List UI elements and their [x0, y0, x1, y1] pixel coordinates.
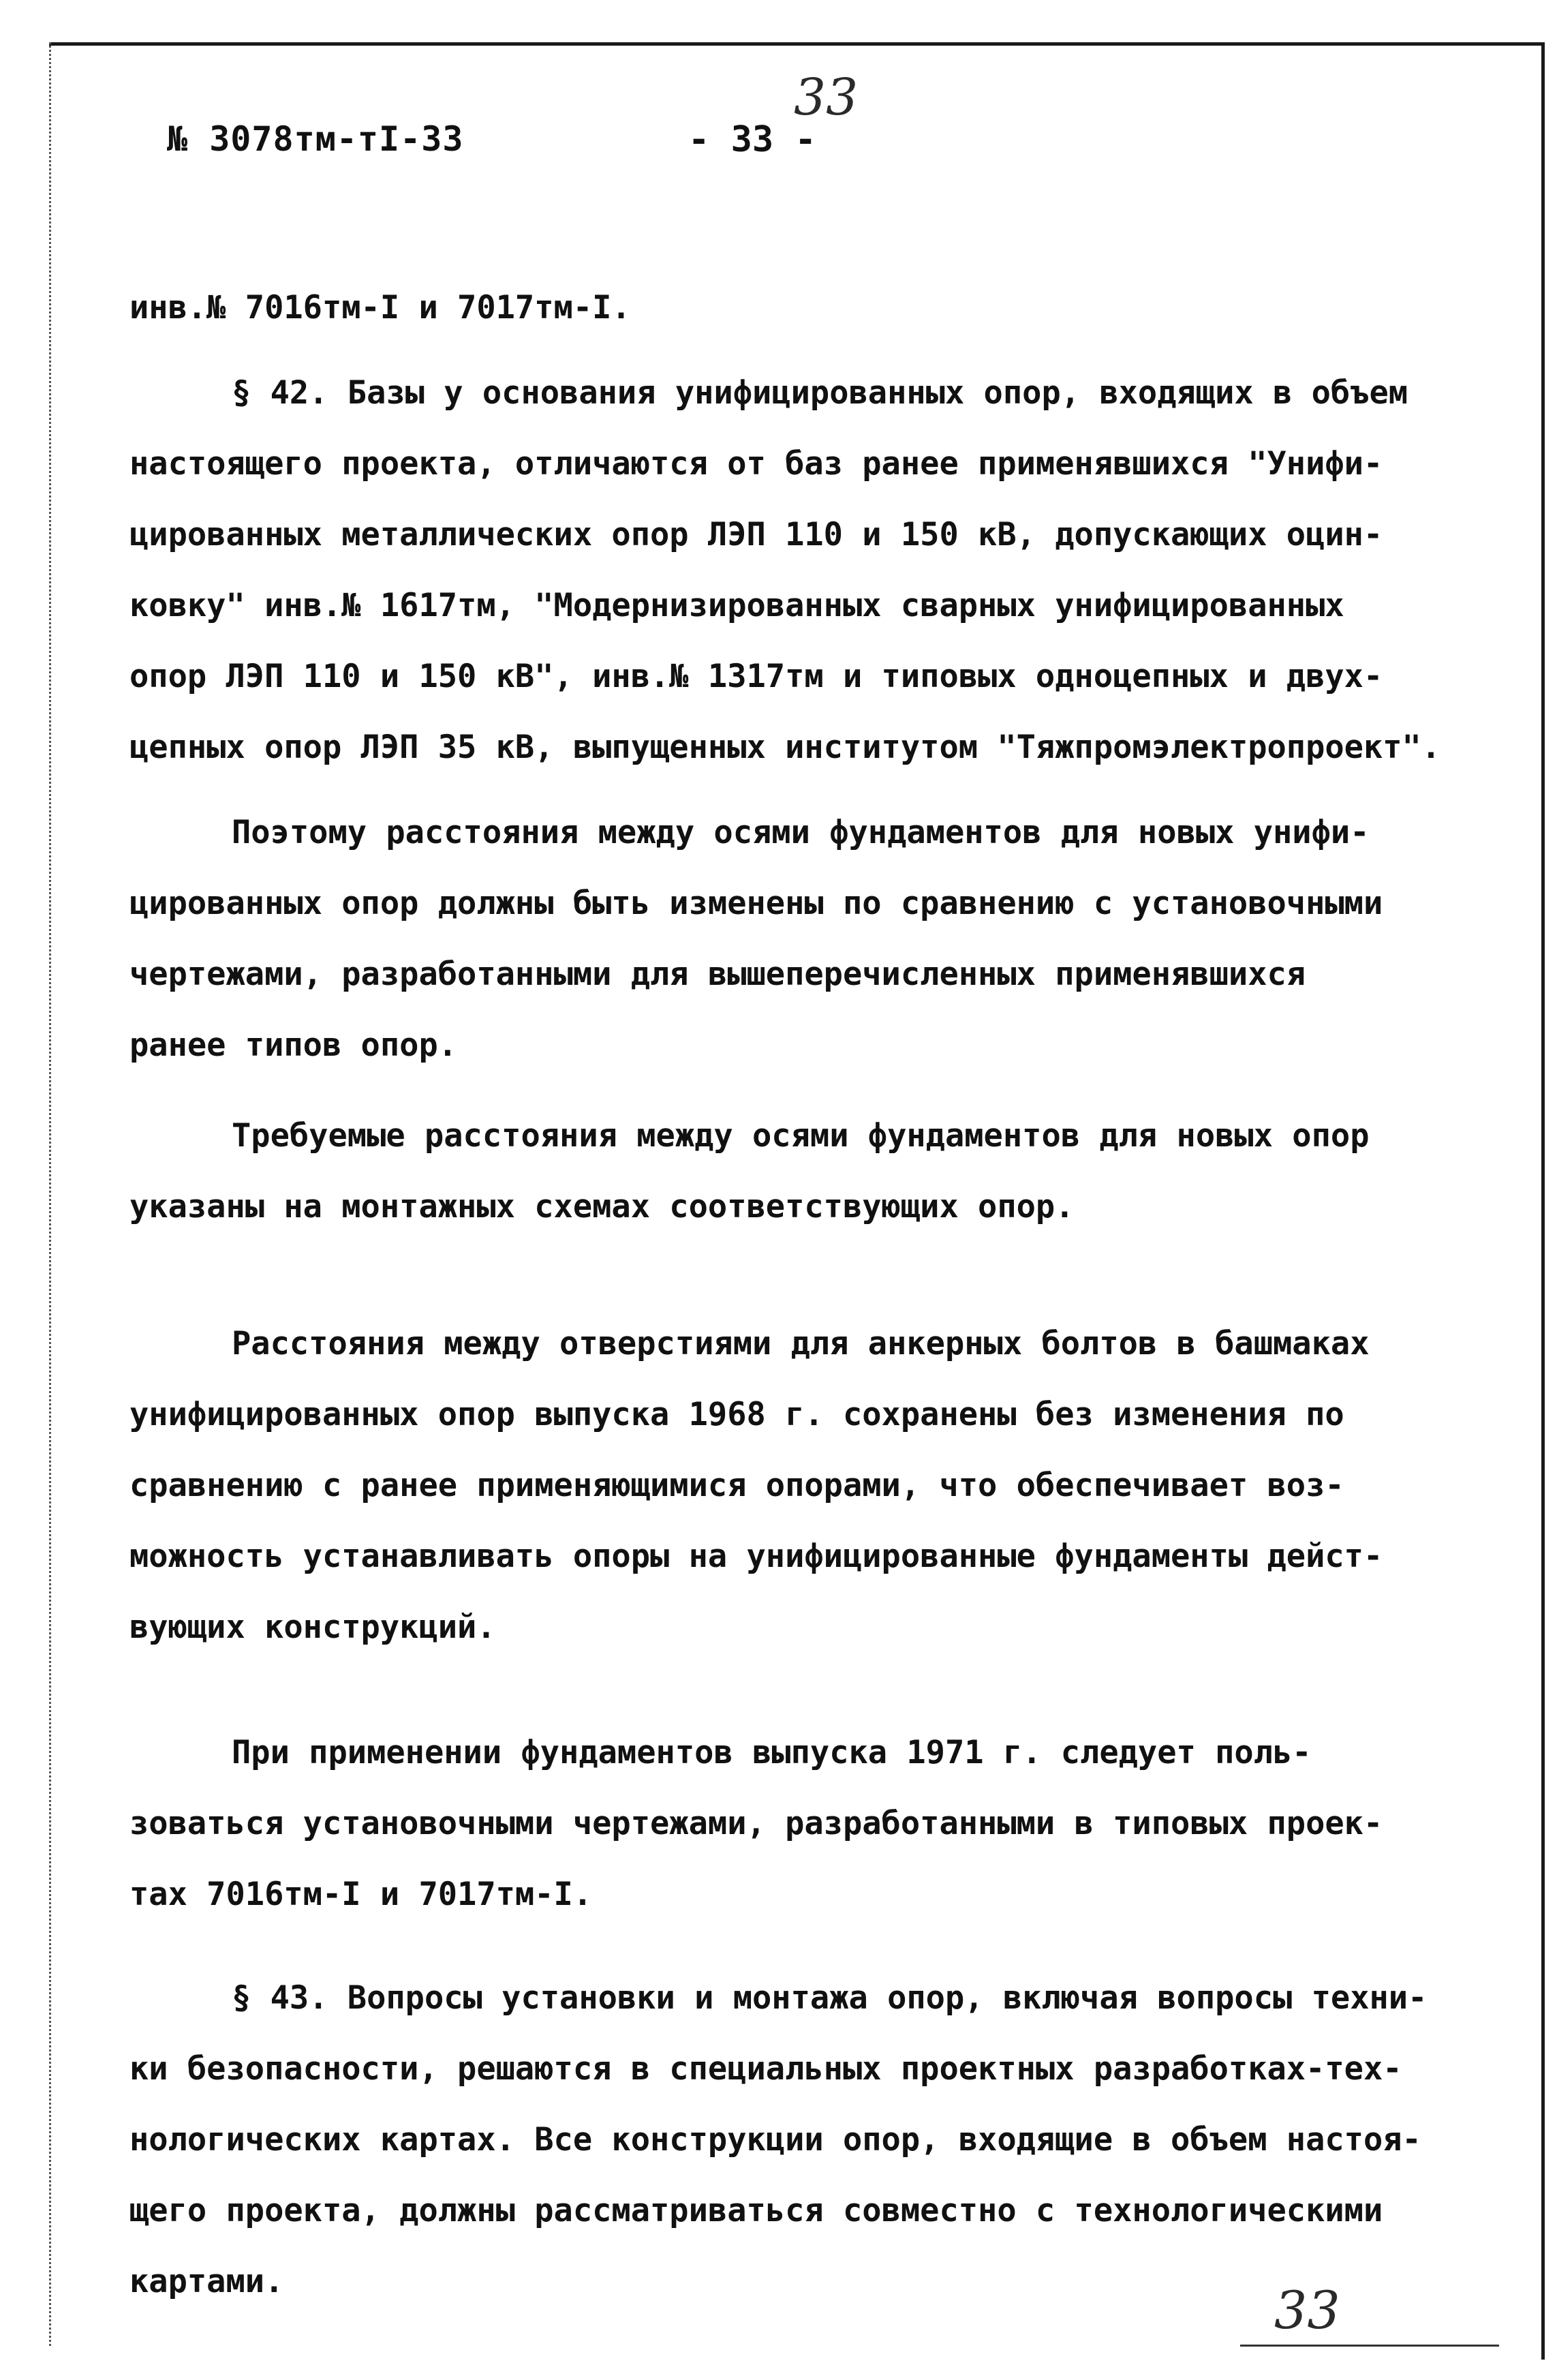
text-line: § 43. Вопросы установки и монтажа опор, включая вопросы техни- [232, 1979, 1428, 2017]
text-line: чертежами, разработанными для вышеперечисленных применявшихся [129, 956, 1306, 993]
paragraph-foundations-1971 [129, 1718, 1506, 1930]
text-line: При применении фундаментов выпуска 1971 г. следует поль- [232, 1734, 1312, 1771]
document-number: № 3078тм-тI-33 [167, 119, 464, 159]
text-line: цированных металлических опор ЛЭП 110 и 150 кВ, допускающих оцин- [129, 516, 1383, 553]
text-line: Требуемые расстояния между осями фундаментов для новых опор [232, 1117, 1370, 1155]
text-line: зоваться установочными чертежами, разработанными в типовых проек- [129, 1805, 1383, 1842]
text-line: тах 7016тм-I и 7017тм-I. [129, 1876, 593, 1913]
paragraph-inventory-ref [129, 273, 1506, 344]
text-line: картами. [129, 2263, 284, 2300]
text-line: инв.№ 7016тм-I и 7017тм-I. [129, 289, 631, 326]
text-line: опор ЛЭП 110 и 150 кВ", инв.№ 1317тм и типовых одноцепных и двух- [129, 658, 1383, 695]
paragraph-section-43 [129, 1963, 1506, 2317]
handwritten-sheet-mark: 33 [1274, 2280, 1340, 2340]
text-line: цированных опор должны быть изменены по сравнению с установочными [129, 885, 1383, 922]
handwritten-mark-underline [1240, 2345, 1499, 2347]
text-line: сравнению с ранее применяющимися опорами, что обеспечивает воз- [129, 1467, 1344, 1504]
page-frame-top-border [49, 42, 1545, 46]
text-line: ки безопасности, решаются в специальных проектных разработках-тех- [129, 2050, 1402, 2088]
text-line: Расстояния между отверстиями для анкерных болтов в башмаках [232, 1325, 1370, 1362]
text-line: указаны на монтажных схемах соответствующих опор. [129, 1188, 1075, 1225]
paragraph-required-distances [129, 1101, 1506, 1242]
text-line: щего проекта, должны рассматриваться совместно с технологическими [129, 2192, 1383, 2229]
page-frame-right-border [1541, 42, 1545, 2360]
handwritten-page-number: 33 [794, 68, 859, 127]
text-line: Поэтому расстояния между осями фундаментов для новых унифи- [232, 814, 1370, 851]
page-frame-left-border [49, 42, 51, 2346]
text-line: можность устанавливать опоры на унифицированные фундаменты дейст- [129, 1538, 1383, 1575]
text-line: вующих конструкций. [129, 1608, 496, 1646]
text-line: ранее типов опор. [129, 1026, 458, 1064]
paragraph-foundation-distances [129, 797, 1506, 1081]
text-line: нологических картах. Все конструкции опор, входящие в объем настоя- [129, 2121, 1421, 2158]
page-number: - 33 - [688, 119, 816, 160]
text-line: § 42. Базы у основания унифицированных опор, входящих в объем [232, 374, 1408, 412]
text-line: настоящего проекта, отличаются от баз ранее применявшихся "Унифи- [129, 445, 1383, 483]
paragraph-section-42 [129, 358, 1506, 783]
paragraph-anchor-bolts [129, 1309, 1506, 1663]
text-line: цепных опор ЛЭП 35 кВ, выпущенных институтом "Тяжпромэлектропроект". [129, 729, 1441, 766]
text-line: ковку" инв.№ 1617тм, "Модернизированных сварных унифицированных [129, 587, 1344, 624]
text-line: унифицированных опор выпуска 1968 г. сохранены без изменения по [129, 1396, 1344, 1433]
